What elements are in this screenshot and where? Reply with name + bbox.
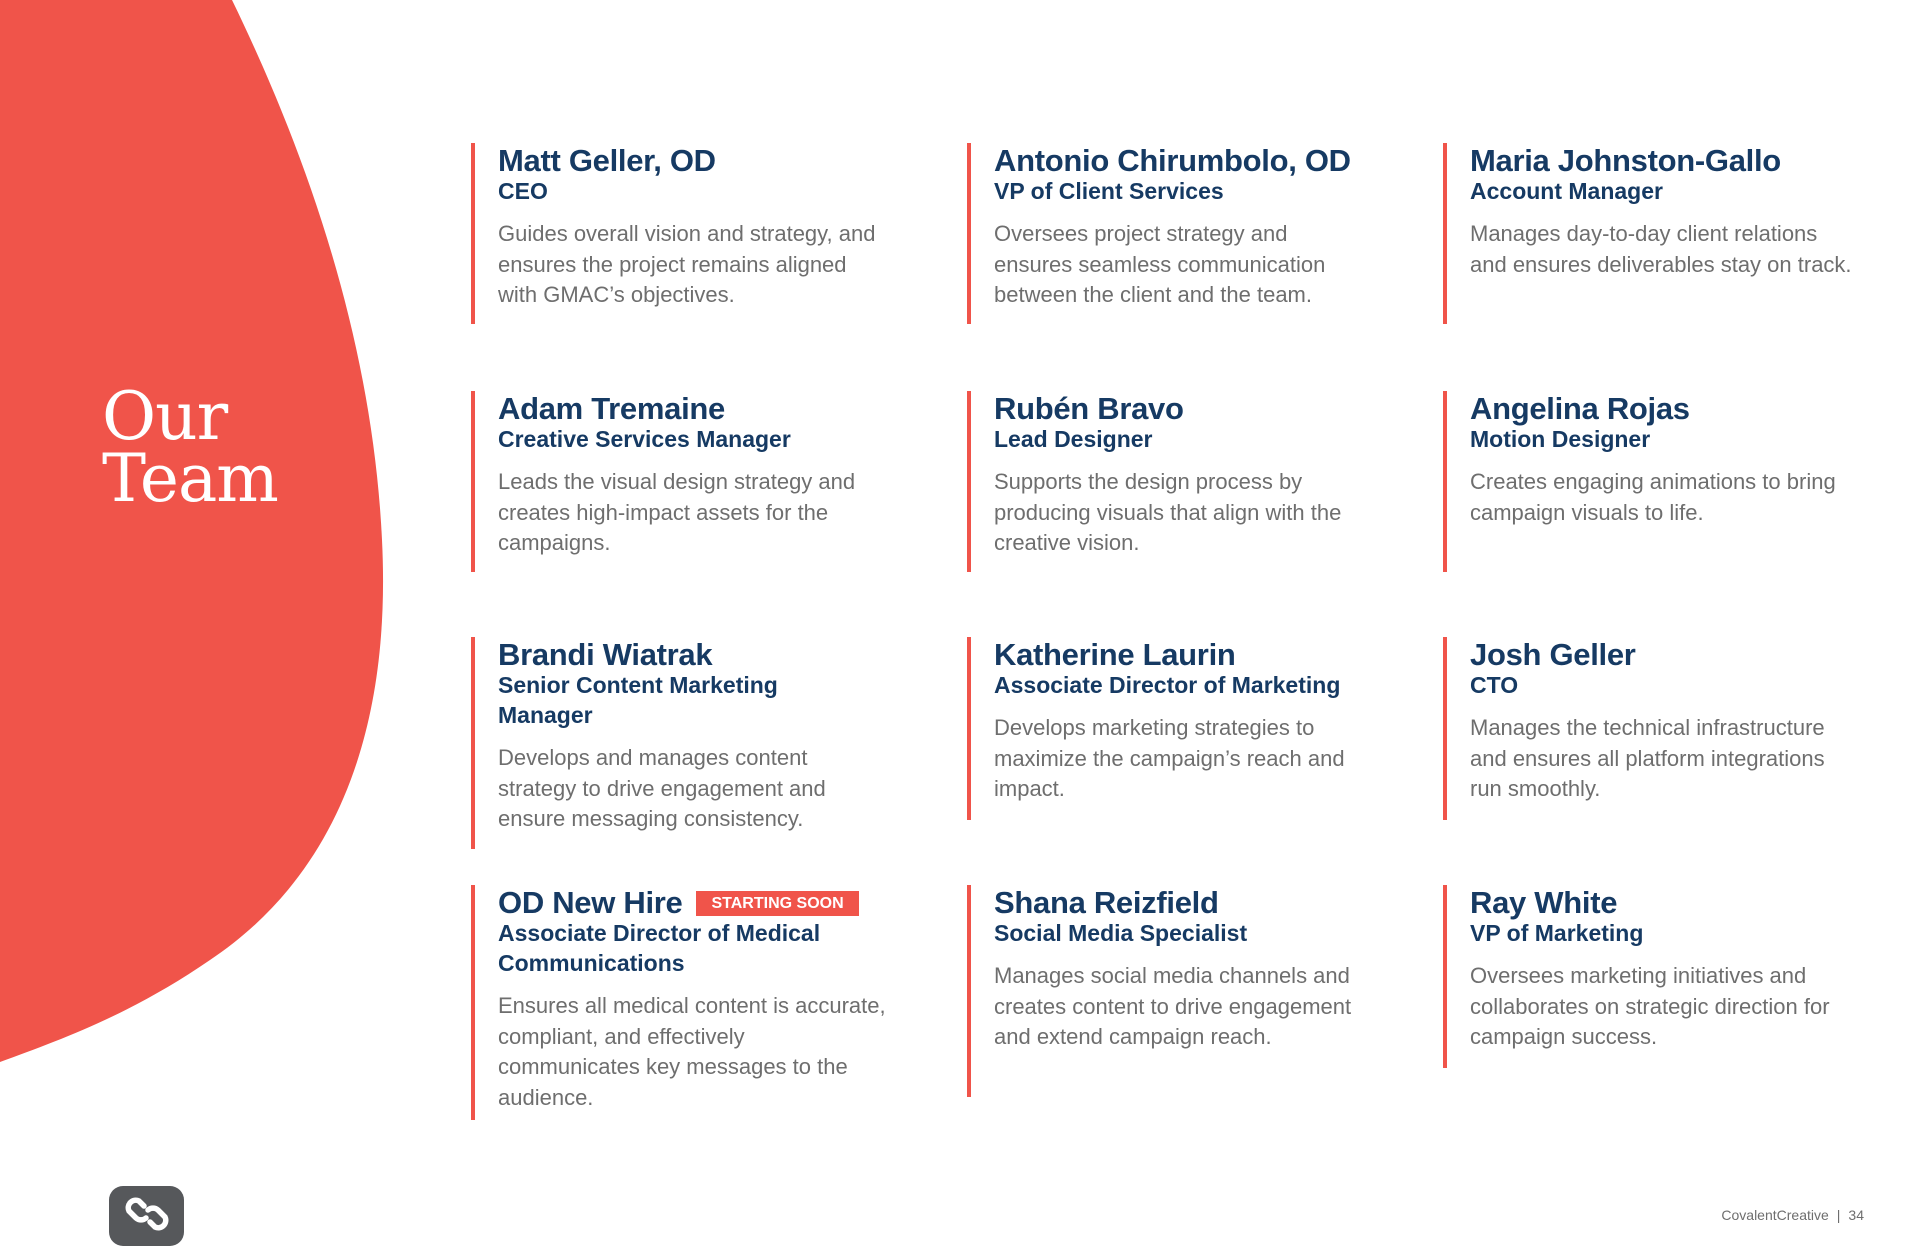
- member-name: Josh Geller: [1470, 637, 1636, 672]
- decorative-blob: [0, 0, 420, 1240]
- member-description: Develops marketing strategies to maximize the campaign’s reach and impact.: [994, 715, 1345, 801]
- member-role: VP of Client Services: [994, 178, 1224, 204]
- member-role: Social Media Specialist: [994, 920, 1248, 946]
- member-description: Leads the visual design strategy and creates high-impact assets for the campaigns.: [498, 469, 856, 555]
- team-member-card: [1443, 143, 1853, 324]
- member-description: Manages social media channels and creates content to drive engagement and extend campaign reach.: [994, 963, 1352, 1049]
- member-name: Angelina Rojas: [1470, 391, 1690, 426]
- member-role: CEO: [498, 178, 548, 204]
- member-role: Creative Services Manager: [498, 426, 791, 452]
- member-role: Motion Designer: [1470, 426, 1651, 452]
- member-name: Antonio Chirumbolo, OD: [994, 143, 1351, 178]
- member-name: Katherine Laurin: [994, 637, 1236, 672]
- member-role: CTO: [1470, 672, 1519, 698]
- team-member-card: [967, 391, 1367, 572]
- page-footer: [1721, 1207, 1864, 1223]
- team-member-card: [1443, 637, 1853, 820]
- member-name: Matt Geller, OD: [498, 143, 716, 178]
- member-name: Rubén Bravo: [994, 391, 1184, 426]
- page-number: 34: [1848, 1207, 1864, 1223]
- member-name: Shana Reizfield: [994, 885, 1219, 920]
- member-description: Creates engaging animations to bring campaign visuals to life.: [1470, 469, 1836, 525]
- footer-brand: CovalentCreative: [1721, 1207, 1829, 1223]
- member-role: VP of Marketing: [1470, 920, 1644, 946]
- team-member-card: [471, 637, 871, 849]
- team-member-card: [471, 391, 891, 572]
- team-member-card: [967, 143, 1367, 324]
- starting-soon-badge: STARTING SOON: [696, 891, 858, 916]
- member-name: Brandi Wiatrak: [498, 637, 713, 672]
- team-member-card: [967, 885, 1367, 1097]
- member-description: Guides overall vision and strategy, and ensures the project remains aligned with GMAC’s objectives.: [498, 221, 876, 307]
- team-member-card: [1443, 391, 1853, 572]
- member-name: Maria Johnston-Gallo: [1470, 143, 1781, 178]
- covalent-logo: [109, 1186, 184, 1246]
- member-name: Adam Tremaine: [498, 391, 725, 426]
- member-role: Senior Content Marketing Manager: [498, 672, 778, 728]
- member-description: Oversees project strategy and ensures seamless communication between the client and the team.: [994, 221, 1326, 307]
- team-member-card: [1443, 885, 1853, 1068]
- footer-separator: |: [1836, 1207, 1841, 1223]
- page-title-line-1: Our: [102, 378, 228, 455]
- member-name: OD New Hire: [498, 885, 683, 920]
- member-role: Lead Designer: [994, 426, 1153, 452]
- member-description: Oversees marketing initiatives and collaborates on strategic direction for campaign success.: [1470, 963, 1830, 1049]
- member-description: Supports the design process by producing visuals that align with the creative vision.: [994, 469, 1342, 555]
- member-role: Associate Director of Medical Communications: [498, 920, 821, 976]
- member-description: Manages day-to-day client relations and ensures deliverables stay on track.: [1470, 221, 1852, 277]
- member-name: Ray White: [1470, 885, 1618, 920]
- chain-link-icon: [125, 1192, 169, 1236]
- member-role: Account Manager: [1470, 178, 1663, 204]
- team-member-card: [967, 637, 1367, 820]
- team-member-card: [471, 885, 891, 1120]
- member-description: Manages the technical infrastructure and ensures all platform integrations run smoothly.: [1470, 715, 1825, 801]
- team-member-card: [471, 143, 891, 324]
- page-title: [102, 378, 278, 517]
- page-title-line-2: Team: [102, 440, 278, 517]
- member-role: Associate Director of Marketing: [994, 672, 1341, 698]
- member-description: Ensures all medical content is accurate, compliant, and effectively communicates key messages to the audience.: [498, 993, 886, 1110]
- member-description: Develops and manages content strategy to drive engagement and ensure messaging consistency.: [498, 745, 826, 831]
